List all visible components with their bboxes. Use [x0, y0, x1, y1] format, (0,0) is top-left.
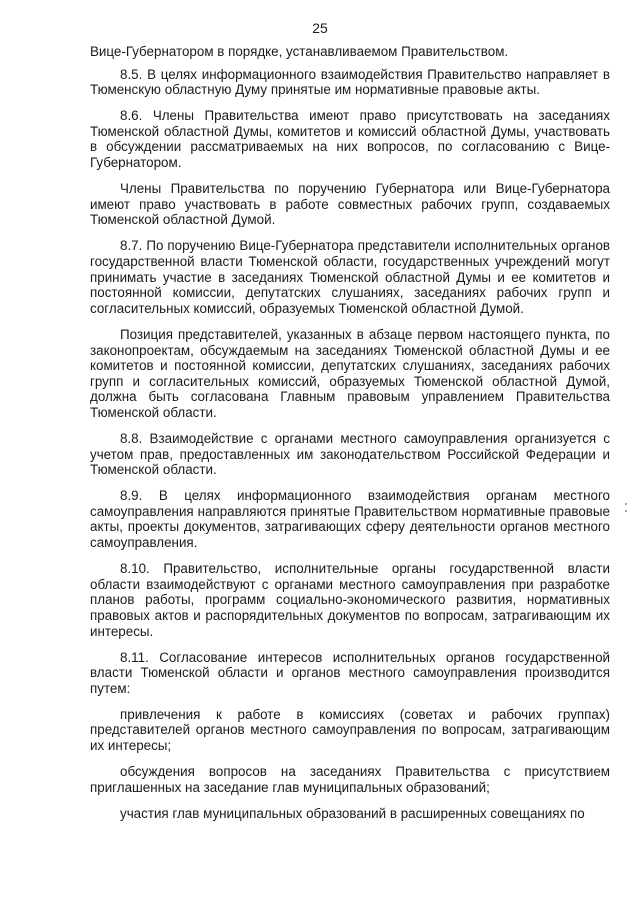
list-item-commissions: привлечения к работе в комиссиях (советах и рабочих группах) представителей органов местного самоуправления по вопросам, затрагивающим их интересы;: [90, 706, 610, 754]
document-body: [90, 44, 610, 832]
list-item-participation: участия глав муниципальных образований в расширенных совещаниях по: [120, 805, 585, 821]
paragraph-8-9: 8.9. В целях информационного взаимодействия органам местного самоуправления направляются принятые Правительством нормативные правовые акты, проекты документов, затрагивающих сферу деятельности органов местного самоуправления.: [90, 488, 610, 551]
list-item-meetings: обсуждения вопросов на заседаниях Правительства с присутствием приглашенных на заседание глав муниципальных образований;: [90, 764, 610, 795]
paragraph-8-8: 8.8. Взаимодействие с органами местного самоуправления организуется с учетом прав, предоставленных им законодательством Российской Федерации и Тюменской области.: [90, 430, 610, 478]
paragraph-8-7: 8.7. По поручению Вице-Губернатора представители исполнительных органов государственной власти Тюменской области, государственных учреждений могут принимать участие в заседаниях Тюменской областной Думы и ее комитетов и постоянной комиссии, депутатских слушаниях, заседаниях рабочих групп и согласительных комиссий, образуемых Тюменской областной Думой.: [90, 238, 610, 316]
scan-artifact: [625, 503, 628, 523]
paragraph-continuation: Вице-Губернатором в порядке, устанавливаемом Правительством.: [90, 44, 509, 59]
paragraph-8-7-second: Позиция представителей, указанных в абзаце первом настоящего пункта, по законопроектам, обсуждаемым на заседаниях Тюменской областной Думы и ее комитетов и постоянной комиссии, депутатских слушаниях, заседаниях рабочих групп и согласительных комиссий, образуемых Тюменской областной Думой, должна быть согласована Главным правовым управлением Правительства Тюменской области.: [90, 326, 610, 420]
paragraph-8-6: 8.6. Члены Правительства имеют право присутствовать на заседаниях Тюменской областной Думы, комитетов и комиссий областной Думы, участвовать в обсуждении рассматриваемых на них вопросов, по согласованию с Вице-Губернатором.: [90, 108, 610, 171]
page-number: 25: [312, 20, 328, 36]
paragraph-8-5: 8.5. В целях информационного взаимодействия Правительство направляет в Тюменскую областную Думу принятые им нормативные правовые акты.: [90, 66, 610, 98]
paragraph-8-11: 8.11. Согласование интересов исполнительных органов государственной власти Тюменской области и органов местного самоуправления производится путем:: [90, 649, 610, 696]
paragraph-8-6-second: Члены Правительства по поручению Губернатора или Вице-Губернатора имеют право участвовать в работе совместных рабочих групп, создаваемых Тюменской областной Думой.: [90, 181, 610, 228]
paragraph-8-10: 8.10. Правительство, исполнительные органы государственной власти области взаимодействуют с органами местного самоуправления при разработке планов работы, программ социально-экономического развития, нормативных правовых актов и распорядительных документов по вопросам, затрагивающим их интересы.: [90, 561, 610, 639]
